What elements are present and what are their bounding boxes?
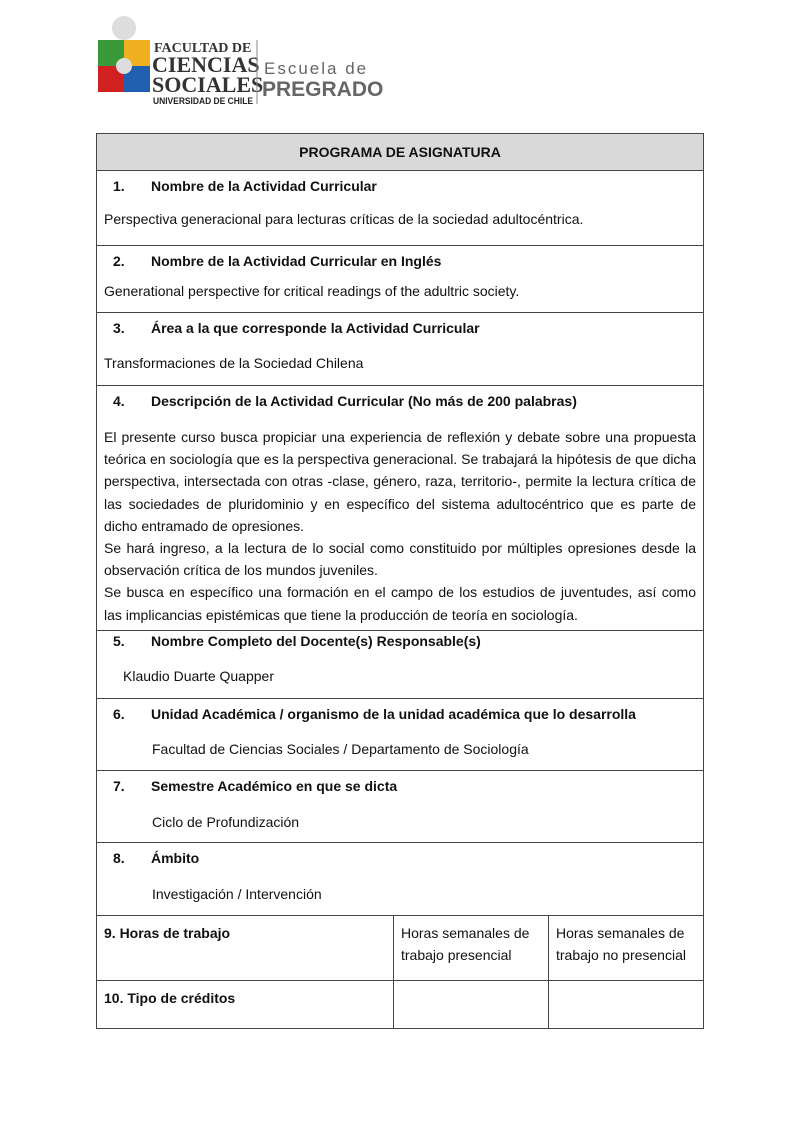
hours-label: 9. Horas de trabajo xyxy=(97,916,394,980)
section-5: 5. Nombre Completo del Docente(s) Responsable(s) Klaudio Duarte Quapper xyxy=(97,631,703,699)
svg-text:PREGRADO: PREGRADO xyxy=(262,78,384,101)
svg-text:FACULTAD DE: FACULTAD DE xyxy=(154,41,252,56)
section-2: 2. Nombre de la Actividad Curricular en Inglés Generational perspective for critical readings of the adultric society. xyxy=(97,246,703,313)
program-table xyxy=(96,133,704,1029)
credits-cell-1 xyxy=(394,981,549,1028)
section-3: 3. Área a la que corresponde la Actividad Curricular Transformaciones de la Sociedad Chilena xyxy=(97,313,703,386)
svg-text:CIENCIAS: CIENCIAS xyxy=(152,52,260,77)
hours-row xyxy=(97,916,703,981)
credits-cell-2 xyxy=(549,981,703,1028)
hours-no-presencial: Horas semanales de trabajo no presencial xyxy=(556,925,686,963)
svg-text:SOCIALES: SOCIALES xyxy=(152,72,264,97)
hours-presencial: Horas semanales de trabajo presencial xyxy=(394,916,549,980)
section-1: 1. Nombre de la Actividad Curricular Perspectiva generacional para lecturas críticas de la sociedad adultocéntrica. xyxy=(97,171,703,246)
svg-text:Escuela de: Escuela de xyxy=(264,59,369,78)
university-name: UNIVERSIDAD DE CHILE xyxy=(153,96,253,106)
section-6: 6. Unidad Académica / organismo de la unidad académica que lo desarrolla Facultad de Ciencias Sociales / Departamento de Sociología xyxy=(97,699,703,771)
credits-row xyxy=(97,981,703,1028)
university-logo xyxy=(96,12,396,108)
credits-label: 10. Tipo de créditos xyxy=(97,981,394,1028)
section-7: 7. Semestre Académico en que se dicta Ciclo de Profundización xyxy=(97,771,703,843)
table-title: PROGRAMA DE ASIGNATURA xyxy=(97,134,703,171)
section-4: 4. Descripción de la Actividad Curricular (No más de 200 palabras) El presente curso busca propiciar una experiencia de reflexión y debate sobre una propuesta teórica en sociología que es la perspectiva generacional. Se trabajará la hipótesis de que dicha perspectiva, intersectada con otras -clase, género, raza, territorio-, permite la lectura crítica de las sociedades de pluridominio y en específico del sistema adultocéntrico que es parte de dicho entramado de opresiones. Se hará ingreso, a la lectura de lo social como constituido por múltiples opresiones desde la observación crítica de los mundos juveniles. Se busca en específico una formación en el campo de los estudios de juventudes, así como las implicancias epistémicas que tiene la producción de teoría en sociología. xyxy=(97,386,703,631)
section-8: 8. Ámbito Investigación / Intervención xyxy=(97,843,703,916)
